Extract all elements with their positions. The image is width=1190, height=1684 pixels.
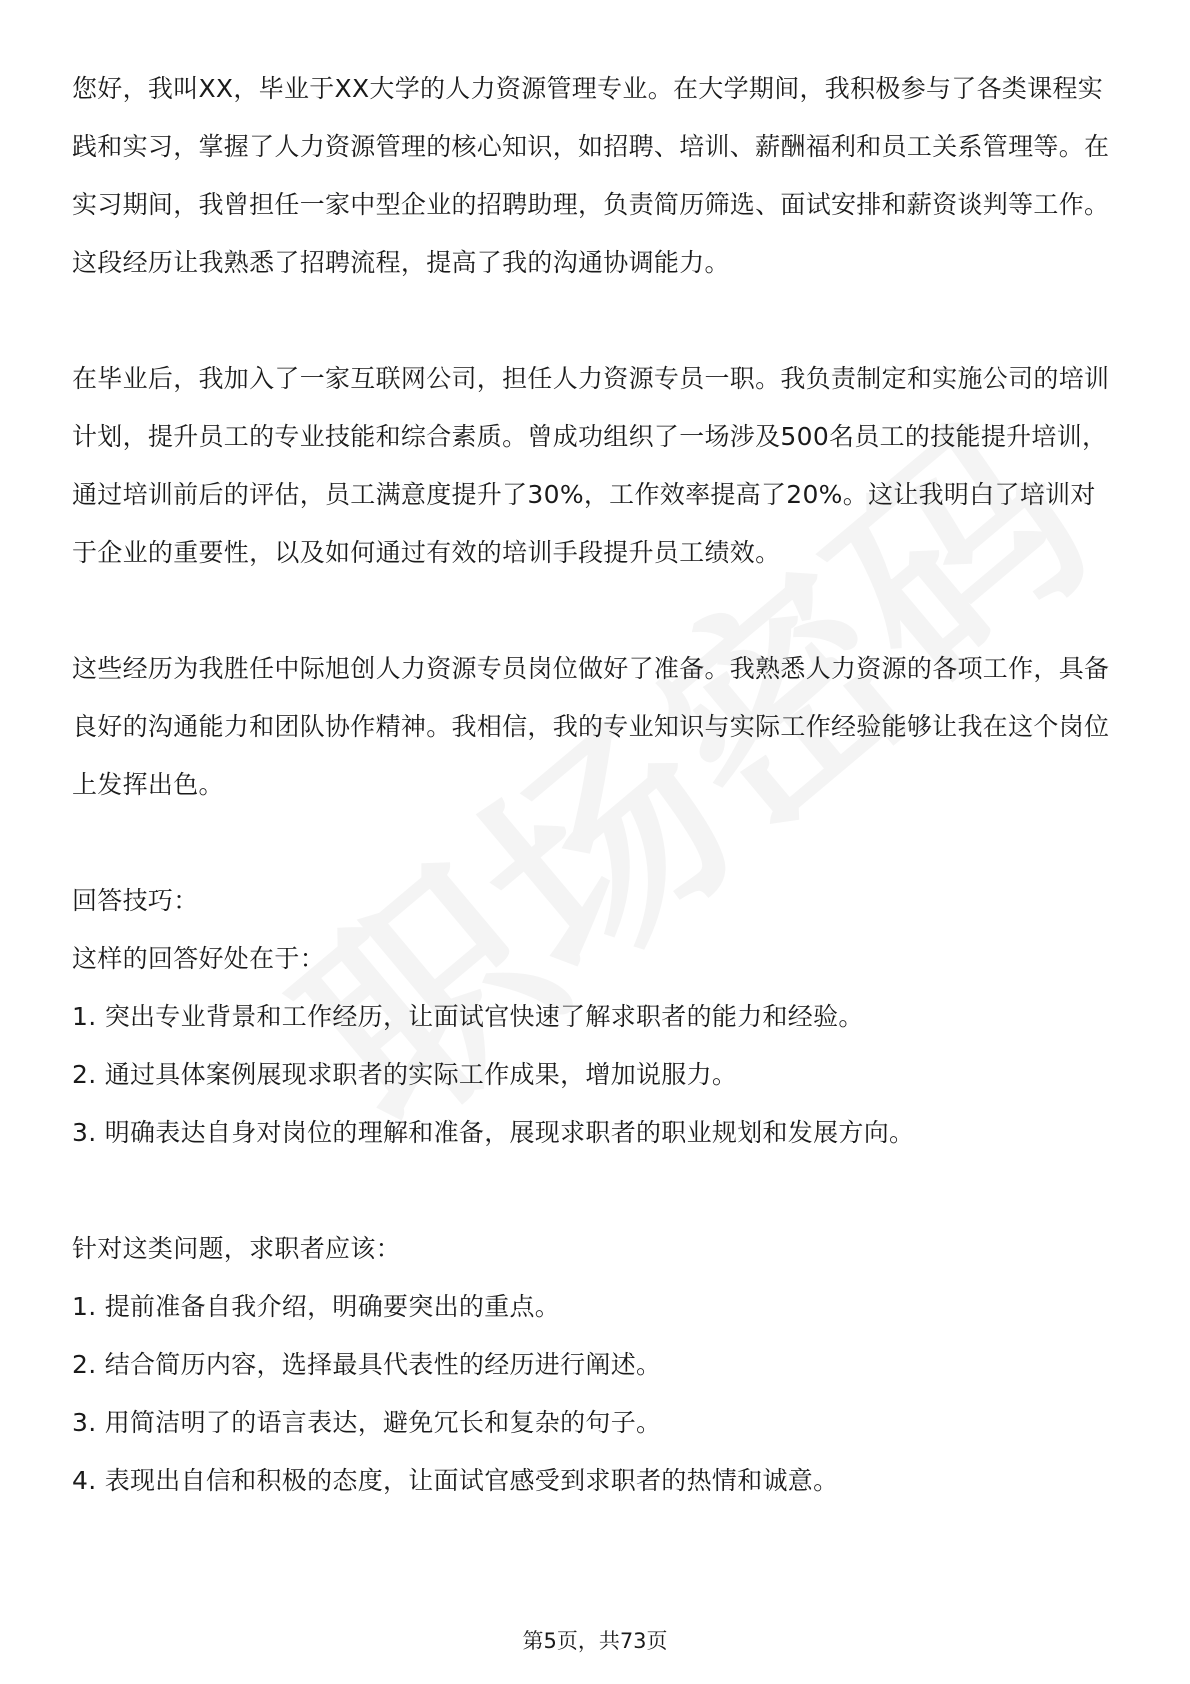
- advice-item: 3. 用简洁明了的语言表达，避免冗长和复杂的句子。: [72, 1408, 662, 1437]
- page-number-footer: 第5页，共73页: [522, 1629, 668, 1653]
- paragraph-conclusion: 这些经历为我胜任中际旭创人力资源专员岗位做好了准备。我熟悉人力资源的各项工作，具备良好的沟通能力和团队协作精神。我相信，我的专业知识与实际工作经验能够让我在这个岗位上发挥出色。: [72, 654, 1110, 799]
- document-body: [72, 60, 1118, 1510]
- paragraph-gap: [72, 814, 1118, 872]
- paragraph-education: 您好，我叫XX，毕业于XX大学的人力资源管理专业。在大学期间，我积极参与了各类课程实践和实习，掌握了人力资源管理的核心知识，如招聘、培训、薪酬福利和员工关系管理等。在实习期间，我曾担任一家中型企业的招聘助理，负责简历筛选、面试安排和薪资谈判等工作。这段经历让我熟悉了招聘流程，提高了我的沟通协调能力。: [72, 74, 1110, 277]
- paragraph-gap: [72, 1162, 1118, 1220]
- paragraph-gap: [72, 582, 1118, 640]
- paragraph-gap: [72, 292, 1118, 350]
- paragraph-work-experience: 在毕业后，我加入了一家互联网公司，担任人力资源专员一职。我负责制定和实施公司的培训计划，提升员工的专业技能和综合素质。曾成功组织了一场涉及500名员工的技能提升培训，通过培训前后的评估，员工满意度提升了30%，工作效率提高了20%。这让我明白了培训对于企业的重要性，以及如何通过有效的培训手段提升员工绩效。: [72, 364, 1110, 567]
- tips-heading: 回答技巧：: [72, 886, 199, 915]
- tips-item: 2. 通过具体案例展现求职者的实际工作成果，增加说服力。: [72, 1060, 738, 1089]
- tips-item: 1. 突出专业背景和工作经历，让面试官快速了解求职者的能力和经验。: [72, 1002, 864, 1031]
- tips-intro: 这样的回答好处在于：: [72, 944, 326, 973]
- tips-item: 3. 明确表达自身对岗位的理解和准备，展现求职者的职业规划和发展方向。: [72, 1118, 915, 1147]
- advice-item: 1. 提前准备自我介绍，明确要突出的重点。: [72, 1292, 561, 1321]
- advice-heading: 针对这类问题，求职者应该：: [72, 1234, 401, 1263]
- advice-item: 2. 结合简历内容，选择最具代表性的经历进行阐述。: [72, 1350, 662, 1379]
- advice-item: 4. 表现出自信和积极的态度，让面试官感受到求职者的热情和诚意。: [72, 1466, 839, 1495]
